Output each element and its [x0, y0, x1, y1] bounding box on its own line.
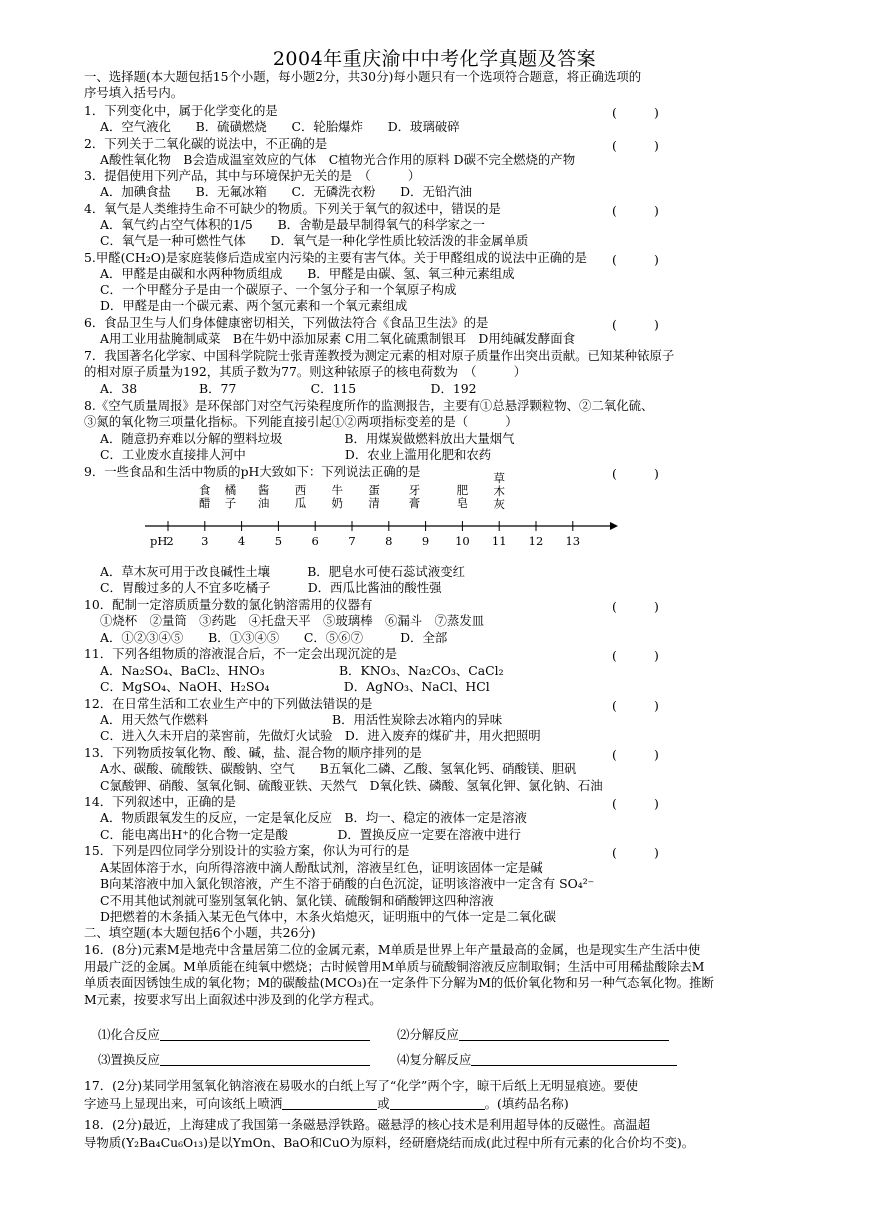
answer-line-displacement[interactable]: [160, 1053, 370, 1066]
ph-item-label: 清: [368, 496, 380, 510]
q2-answer-blank: ( ): [612, 138, 659, 153]
q6-answer-blank: ( ): [612, 317, 659, 332]
q6-options: A用工业用盐腌制咸菜 B在牛奶中添加尿素 C用二氧化硫熏制银耳 D用纯碱发酵面食: [100, 331, 576, 346]
q1-answer-blank: ( ): [612, 105, 659, 120]
q4-answer-blank: ( ): [612, 203, 659, 218]
q2-options: A酸性氧化物 B会造成温室效应的气体 C植物光合作用的原料 D碳不完全燃烧的产物: [100, 152, 576, 167]
ph-tick-label: 8: [385, 534, 393, 548]
q13-options-cd: C氯酸钾、硝酸、氢氧化铜、硫酸亚铁、天然气 D氧化铁、磷酸、氢氧化钾、氯化钠、石油: [100, 778, 603, 793]
q11-answer-blank: ( ): [612, 648, 659, 663]
q14-stem: 14．下列叙述中，正确的是: [84, 794, 237, 809]
ph-item-label: 子: [224, 496, 237, 510]
q15-option-b: B向某溶液中加入氯化钡溶液，产生不溶于硝酸的白色沉淀，证明该溶液中一定含有 SO₄²⁻: [100, 876, 595, 891]
ph-axis-label: pH: [150, 534, 168, 548]
q5-option-d: D．甲醛是由一个碳元素、两个氢元素和一个氧元素组成: [100, 298, 408, 313]
ph-tick-label: 12: [528, 534, 544, 548]
ph-item-label: 油: [257, 496, 270, 510]
q18-text-1: 18．(2分)最近，上海建成了我国第一条磁悬浮铁路。磁悬浮的核心技术是利用超导体的反磁性。高温超: [84, 1117, 651, 1132]
q5-answer-blank: ( ): [612, 252, 659, 267]
q11-options-ab: A．Na₂SO₄、BaCl₂、HNO₃ B．KNO₃、Na₂CO₃、CaCl₂: [100, 663, 504, 678]
q9-options-ab: A．草木灰可用于改良碱性土壤 B．肥皂水可使石蕊试液变红: [100, 564, 465, 579]
ph-item-label: 灰: [493, 497, 505, 511]
q9-options-cd: C．胃酸过多的人不宜多吃橘子 D．西瓜比酱油的酸性强: [100, 580, 442, 595]
q15-answer-blank: ( ): [612, 845, 659, 860]
q4-options-ab: A．氧气约占空气体积的1/5 B．舍勒是最早制得氧气的科学家之一: [100, 217, 485, 232]
q16-text-1: 16．(8分)元素M是地壳中含量居第二位的金属元素，M单质是世界上年产量最高的金属，也是现实生产生活中使: [84, 942, 701, 957]
ph-tick-label: 4: [237, 534, 246, 548]
q17-answer-line-2[interactable]: [390, 1097, 485, 1110]
q5-stem: 5.甲醛(CH₂O)是家庭装修后造成室内污染的主要有害气体。关于甲醛组成的说法中正确的是: [84, 250, 587, 265]
q6-stem: 6．食品卫生与人们身体健康密切相关，下列做法符合《食品卫生法》的是: [84, 315, 489, 330]
fill-label-double-decomposition: ⑷复分解反应: [397, 1052, 472, 1067]
q10-instruments: ①烧杯 ②量筒 ③药匙 ④托盘天平 ⑤玻璃棒 ⑥漏斗 ⑦蒸发皿: [100, 613, 485, 628]
answer-line-combination[interactable]: [160, 1028, 370, 1041]
q12-answer-blank: ( ): [612, 698, 659, 713]
q3-options: A．加碘食盐 B．无氟冰箱 C．无磷洗衣粉 D．无铅汽油: [100, 184, 473, 199]
ph-tick-label: 2: [166, 534, 174, 548]
q13-options-ab: A水、碳酸、硫酸铁、碳酸钠、空气 B五氧化二磷、乙酸、氢氧化钙、硝酸镁、胆矾: [100, 761, 577, 776]
ph-item-label: 奶: [331, 496, 344, 510]
page-title: 2004年重庆渝中中考化学真题及答案: [272, 48, 597, 70]
q16-text-2: 用最广泛的金属。M单质能在纯氧中燃烧；古时候曾用M单质与硫酸铜溶液反应制取铜；生活中可用稀盐酸除去M: [84, 959, 705, 974]
ph-tick-label: 10: [455, 534, 470, 548]
ph-item-label: 木: [493, 484, 505, 498]
q1-stem: 1．下列变化中，属于化学变化的是: [84, 103, 278, 118]
q15-option-a: A某固体溶于水，向所得溶液中滴人酚酞试剂，溶液呈红色，证明该固体一定是碱: [100, 860, 543, 875]
ph-item-label: 西: [294, 483, 307, 497]
q8-stem: 8.《空气质量周报》是环保部门对空气污染程度所作的监测报告，主要有①总悬浮颗粒物、②二氧化硫、: [84, 398, 654, 413]
q16-text-3: 单质表面因锈蚀生成的氧化物；M的碳酸盐(MCO₃)在一定条件下分解为M的低价氧化物和另一种气态氧化物。推断: [84, 975, 714, 990]
q8-options-cd: C．工业废水直接排人河中 D．农业上滥用化肥和农药: [100, 447, 492, 462]
q7-options: A．38 B．77 C．115 D．192: [100, 381, 477, 396]
q14-options-cd: C．能电离出H⁺的化合物一定是酸 D．置换反应一定要在溶液中进行: [100, 827, 521, 842]
q10-stem: 10．配制一定溶质质量分数的氯化钠溶需用的仪器有: [84, 597, 373, 612]
section-1-instruction-cont: 序号填入括号内。: [84, 85, 184, 100]
ph-tick-label: 6: [311, 534, 319, 548]
ph-item-label: 瓜: [294, 496, 307, 510]
q17-text-2: [84, 1096, 569, 1112]
ph-item-label: 牛: [331, 483, 344, 497]
q17-answer-line-1[interactable]: [282, 1097, 377, 1110]
ph-item-label: 蛋: [368, 483, 380, 497]
q1-options: A．空气液化 B．硫磺燃烧 C．轮胎爆炸 D．玻璃破碎: [100, 119, 460, 134]
ph-item-label: 食: [199, 483, 211, 497]
q4-options-cd: C．氧气是一种可燃性气体 D．氧气是一种化学性质比较活泼的非金属单质: [100, 233, 529, 248]
fill-label-decomposition: ⑵分解反应: [397, 1027, 459, 1042]
fill-label-displacement: ⑶置换反应: [98, 1052, 160, 1067]
q4-stem: 4．氧气是人类维持生命不可缺少的物质。下列关于氧气的叙述中，错误的是: [84, 201, 501, 216]
ph-item-label: 肥: [456, 483, 469, 497]
ph-item-label: 醋: [199, 496, 211, 510]
q3-stem: 3．提倡使用下列产品，其中与环境保护无关的是 （ ）: [84, 168, 421, 183]
ph-item-label: 草: [493, 471, 505, 485]
q17-or: 或: [377, 1096, 390, 1111]
q11-stem: 11．下列各组物质的溶液混合后，不一定会出现沉淀的是: [84, 646, 398, 661]
q12-options-cd: C．进入久未开启的菜窖前，先做灯火试验 D．进入废弃的煤矿井，用火把照明: [100, 728, 541, 743]
q16-fill-double-decomposition: [397, 1052, 677, 1068]
answer-line-double-decomposition[interactable]: [471, 1053, 677, 1066]
q18-text-2: 导物质(Y₂Ba₄Cu₆O₁₃)是以YmOn、BaO和CuO为原料，经研磨烧结而成(此过程中所有元素的化合价均不变)。: [84, 1135, 695, 1150]
ph-tick-label: 13: [565, 534, 581, 548]
ph-tick-label: 5: [274, 534, 283, 548]
q11-options-cd: C．MgSO₄、NaOH、H₂SO₄ D．AgNO₃、NaCl、HCl: [100, 679, 490, 694]
q9-stem: 9．一些食品和生活中物质的pH大致如下：下列说法正确的是: [84, 464, 421, 479]
q14-options-ab: A．物质跟氧发生的反应，一定是氧化反应 B．均一、稳定的液体一定是溶液: [100, 810, 527, 825]
q8-stem-cont: ③氮的氧化物三项量化指标。下列能直接引起①②两项指标变差的是（ ）: [84, 414, 518, 429]
q9-answer-blank: ( ): [612, 466, 659, 481]
q10-options: A．①②③④⑤ B．①③④⑤ C．⑤⑥⑦ D．全部: [100, 630, 448, 645]
ph-axis-arrow: [610, 522, 618, 530]
q13-stem: 13．下列物质按氧化物、酸、碱，盐、混合物的顺序排列的是: [84, 745, 422, 760]
q16-text-4: M元素，按要求写出上面叙述中涉及到的化学方程式。: [84, 992, 382, 1007]
ph-item-label: 牙: [408, 483, 421, 497]
ph-tick-label: 7: [348, 534, 356, 548]
q14-answer-blank: ( ): [612, 796, 659, 811]
q7-stem: 7．我国著名化学家、中国科学院院士张青莲教授为测定元素的相对原子质量作出突出贡献。已知某种铱原子: [84, 348, 675, 363]
q16-fill-displacement: [98, 1052, 370, 1068]
ph-item-label: 酱: [257, 483, 270, 497]
fill-label-combination: ⑴化合反应: [98, 1027, 160, 1042]
ph-item-label: 膏: [408, 496, 421, 510]
section-2-heading: 二、填空题(本大题包括6个小题，共26分): [84, 925, 316, 940]
q17-text-2-lead: 字迹马上显现出来，可向该纸上喷洒: [84, 1096, 283, 1111]
q5-option-c: C．一个甲醛分子是由一个碳原子、一个氢分子和一个氧原子构成: [100, 282, 457, 297]
q8-options-ab: A．随意扔弃难以分解的塑料垃圾 B．用煤炭做燃料放出大量烟气: [100, 431, 515, 446]
ph-tick-label: 11: [491, 534, 507, 548]
q16-fill-combination: [98, 1027, 370, 1043]
q15-option-c: C不用其他试剂就可鉴别氢氧化钠、氯化镁、硫酸铜和硝酸钾这四种溶液: [100, 893, 494, 908]
q17-end: 。(填药品名称): [484, 1096, 569, 1111]
q7-stem-cont: 的相对原子质量为192，其质子数为77。则这种铱原子的核电荷数为 （ ）: [84, 364, 527, 379]
ph-tick-label: 3: [201, 534, 209, 548]
answer-line-decomposition[interactable]: [459, 1028, 669, 1041]
q5-options-ab: A．甲醛是由碳和水两种物质组成 B．甲醛是由碳、氢、氧三种元素组成: [100, 266, 515, 281]
ph-scale-diagram: [140, 470, 620, 555]
q17-text-1: 17．(2分)某同学用氢氧化钠溶液在易吸水的白纸上写了“化学”两个字，晾干后纸上无明显痕迹。要使: [84, 1078, 639, 1093]
section-1-instruction: 一、选择题(本大题包括15个小题，每小题2分，共30分)每小题只有一个选项符合题意，将正确选项的: [84, 69, 642, 84]
q2-stem: 2．下列关于二氧化碳的说法中，不正确的是: [84, 136, 328, 151]
ph-tick-label: 9: [421, 534, 430, 548]
q15-stem: 15．下列是四位同学分别设计的实验方案，你认为可行的是: [84, 843, 410, 858]
ph-item-label: 橘: [224, 483, 237, 497]
q12-options-ab: A．用天然气作燃料 B．用活性炭除去冰箱内的异味: [100, 712, 503, 727]
ph-item-label: 皂: [456, 496, 469, 510]
q15-option-d: D把燃着的木条插入某无色气体中，木条火焰熄灭，证明瓶中的气体一定是二氧化碳: [100, 909, 556, 924]
q12-stem: 12．在日常生活和工农业生产中的下列做法错误的是: [84, 696, 373, 711]
q13-answer-blank: ( ): [612, 747, 659, 762]
q16-fill-decomposition: [397, 1027, 669, 1043]
q10-answer-blank: ( ): [612, 599, 659, 614]
